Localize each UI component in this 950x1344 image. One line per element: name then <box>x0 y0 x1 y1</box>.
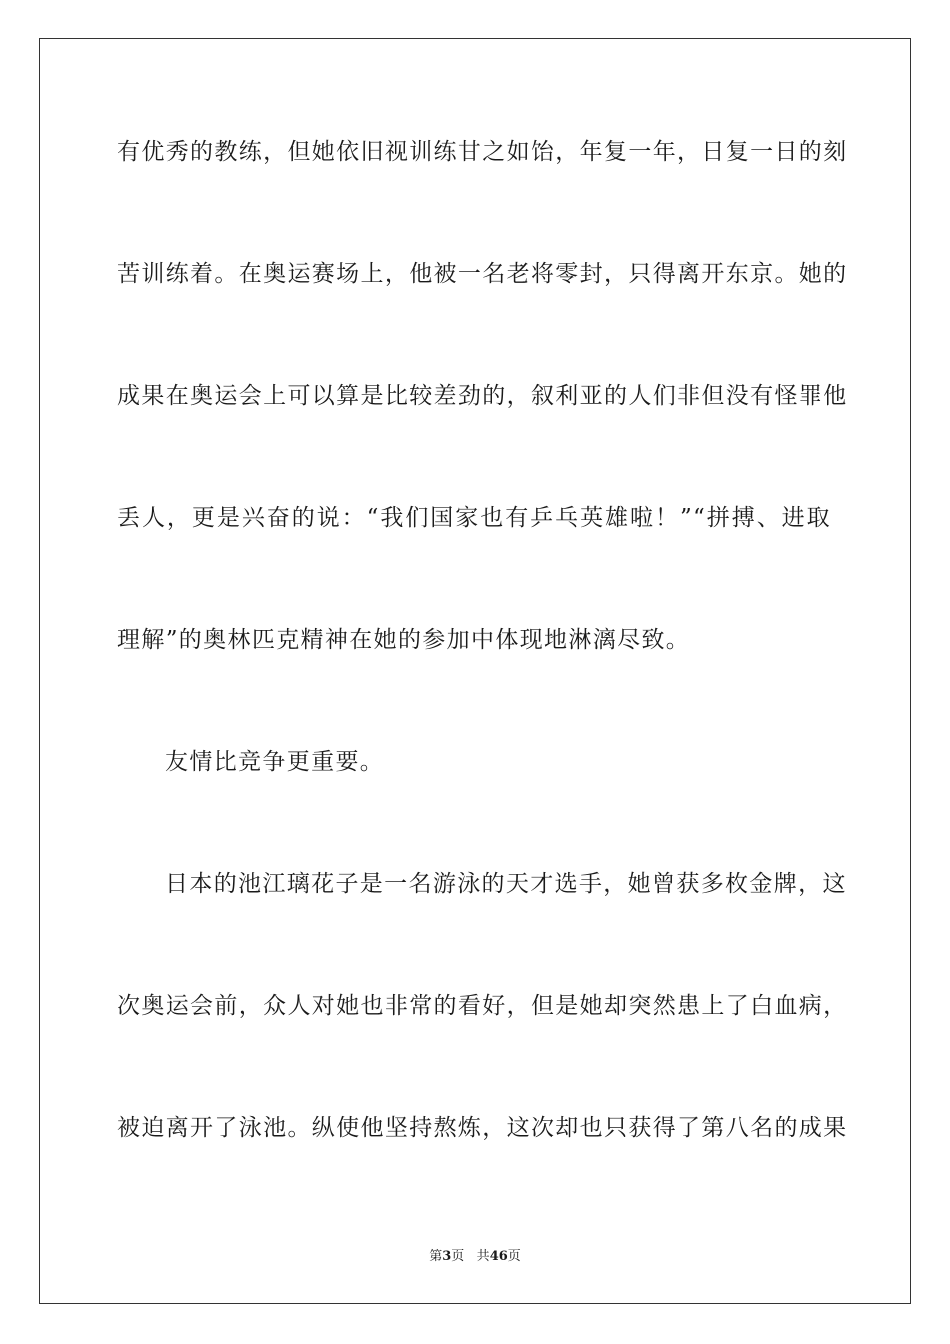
body-line-8: 次奥运会前，众人对她也非常的看好，但是她却突然患上了白血病， <box>117 993 848 1019</box>
body-line-3: 成果在奥运会上可以算是比较差劲的，叙利亚的人们非但没有怪罪他 <box>117 383 848 409</box>
body-line-7: 日本的池江璃花子是一名游泳的天才选手，她曾获多枚金牌，这 <box>165 871 847 897</box>
body-line-2: 苦训练着。在奥运赛场上，他被一名老将零封，只得离开东京。她的 <box>117 261 848 287</box>
body-line-1: 有优秀的教练，但她依旧视训练甘之如饴，年复一年，日复一日的刻 <box>117 139 848 165</box>
body-line-9: 被迫离开了泳池。纵使他坚持熬炼，这次却也只获得了第八名的成果 <box>117 1115 848 1141</box>
page-suffix: 页 <box>451 1249 465 1264</box>
total-pages: 46 <box>489 1249 508 1264</box>
body-line-4: 丢人，更是兴奋的说：“我们国家也有乒乓英雄啦！”“拼搏、进取 <box>117 505 831 531</box>
page-prefix: 第 <box>429 1249 443 1264</box>
paragraph-heading: 友情比竞争更重要。 <box>165 749 385 775</box>
total-prefix: 共 <box>476 1249 490 1264</box>
page-footer <box>0 1248 950 1266</box>
total-suffix: 页 <box>507 1249 521 1264</box>
body-line-5: 理解”的奥林匹克精神在她的参加中体现地淋漓尽致。 <box>117 627 691 653</box>
page-number: 3 <box>442 1249 452 1264</box>
